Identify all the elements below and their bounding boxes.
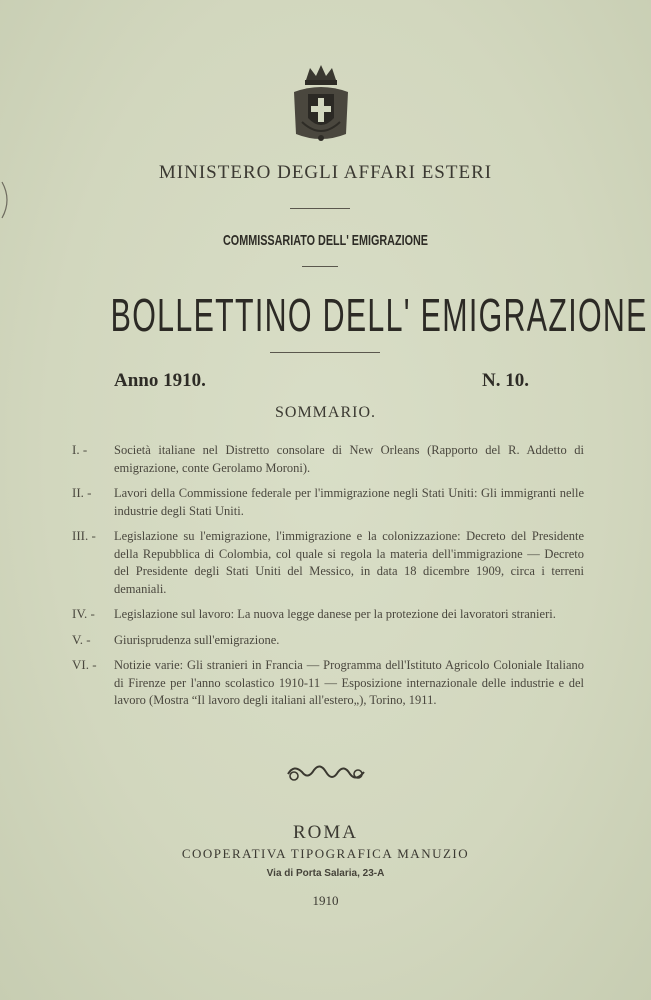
entry-number: V. - <box>72 631 91 647</box>
publisher-address: Via di Porta Salaria, 23-A <box>266 868 385 879</box>
entry-text: Lavori della Commissione federale per l'immigrazione negli Stati Uniti: Gli immigranti nelle industrie degli Stati Uniti. <box>114 486 584 518</box>
entry-text: Giurisprudenza sull'emigrazione. <box>114 632 280 647</box>
entry-text: Legislazione sul lavoro: La nuova legge danese per la protezione dei lavoratori stranieri. <box>114 607 556 621</box>
entry-number: III. - <box>72 528 96 543</box>
summary-entry <box>72 632 584 650</box>
entry-text: Notizie varie: Gli stranieri in Francia — Programma dell'Istituto Agricolo Coloniale Italiano di Firenze per l'anno scolastico 1910-11 — Esposizione internazionale delle industrie e del lavoro (Mostra “Il lavoro degli italiani all'estero„), Torino, 1911. <box>114 658 584 707</box>
commissariato-heading: COMMISSARIATO DELL' EMIGRAZIONE <box>223 232 428 249</box>
royal-crest-icon <box>288 62 354 146</box>
summary-entry <box>72 442 584 477</box>
summary-entry <box>72 485 584 520</box>
summary-entry <box>72 606 584 624</box>
divider-rule <box>270 352 380 353</box>
summary-entry <box>72 657 584 710</box>
publication-year: 1910 <box>312 893 339 908</box>
page-edge-mark <box>0 180 14 220</box>
entry-number: IV. - <box>72 606 95 621</box>
bulletin-title: BOLLETTINO DELL' EMIGRAZIONE <box>110 289 648 341</box>
ministry-heading: MINISTERO DEGLI AFFARI ESTERI <box>158 162 493 183</box>
summary-entry <box>72 528 584 598</box>
divider-rule <box>302 266 338 267</box>
publisher-name: COOPERATIVA TIPOGRAFICA MANUZIO <box>181 846 470 861</box>
summary-heading: SOMMARIO. <box>274 404 376 421</box>
city-name: ROMA <box>292 822 358 843</box>
decorative-ornament-icon <box>284 760 368 786</box>
entry-number: II. - <box>72 485 92 500</box>
issue-number: N. 10. <box>482 370 529 391</box>
year-label: Anno 1910. <box>114 370 206 391</box>
entry-number: VI. - <box>72 657 97 672</box>
entry-text: Società italiane nel Distretto consolare di New Orleans (Rapporto del R. Addetto di emigrazione, conte Gerolamo Moroni). <box>114 443 584 475</box>
divider-rule <box>290 208 350 209</box>
summary-list <box>72 442 584 718</box>
entry-number: I. - <box>72 442 88 457</box>
entry-text: Legislazione su l'emigrazione, l'immigrazione e la colonizzazione: Decreto del Presidente della Repubblica di Colombia, col quale si regola la materia dell'immigrazione — Decreto del Presidente degli Stati Uniti del Messico, in data 18 dicembre 1909, circa i terreni demaniali. <box>114 529 584 596</box>
